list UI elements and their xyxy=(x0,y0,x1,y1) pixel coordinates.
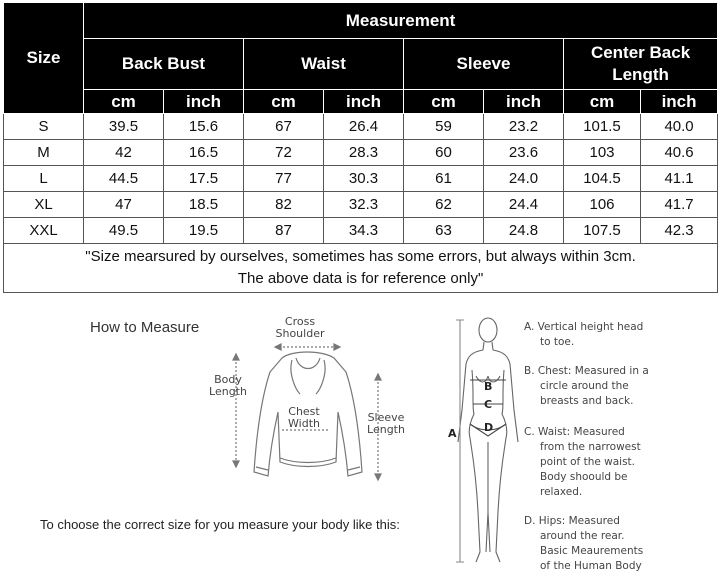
value-cell: 24.0 xyxy=(484,166,564,192)
reference-note-line: "Size mearsured by ourselves, sometimes has some errors, but always within 3cm. xyxy=(85,248,636,265)
value-cell: 40.0 xyxy=(641,114,718,140)
value-cell: 59 xyxy=(404,114,484,140)
value-cell: 107.5 xyxy=(564,218,641,244)
value-cell: 17.5 xyxy=(164,166,244,192)
measure-instruction: To choose the correct size for you measure your body like this: xyxy=(40,517,400,532)
unit-header: inch xyxy=(324,90,404,114)
note-hips xyxy=(524,514,714,574)
marker-c: C xyxy=(484,398,493,411)
value-cell: 49.5 xyxy=(84,218,164,244)
value-cell: 28.3 xyxy=(324,140,404,166)
value-cell: 63 xyxy=(404,218,484,244)
note-line: A. Vertical height head xyxy=(524,321,644,333)
sleeve-length-label-line: Sleeve xyxy=(367,411,405,424)
cross-shoulder-label-line: Cross xyxy=(284,315,316,328)
table-row xyxy=(4,114,718,140)
unit-header: cm xyxy=(244,90,324,114)
value-cell: 41.1 xyxy=(641,166,718,192)
note-line: breasts and back. xyxy=(540,395,634,407)
value-cell: 39.5 xyxy=(84,114,164,140)
note-waist xyxy=(524,425,714,500)
cross-shoulder-label xyxy=(272,316,328,340)
value-cell: 23.6 xyxy=(484,140,564,166)
value-cell: 60 xyxy=(404,140,484,166)
value-cell: 18.5 xyxy=(164,192,244,218)
value-cell: 61 xyxy=(404,166,484,192)
value-cell: 19.5 xyxy=(164,218,244,244)
value-cell: 40.6 xyxy=(641,140,718,166)
value-cell: 16.5 xyxy=(164,140,244,166)
value-cell: 101.5 xyxy=(564,114,641,140)
size-chart-table xyxy=(3,2,718,293)
chest-width-label-line: Chest xyxy=(288,405,320,418)
note-chest xyxy=(524,364,714,409)
group-header-back-bust: Back Bust xyxy=(84,39,244,90)
note-line: Basic Meaurements xyxy=(540,545,644,557)
body-length-label xyxy=(206,374,250,398)
group-header-sleeve: Sleeve xyxy=(404,39,564,90)
size-cell: M xyxy=(4,140,84,166)
unit-header: inch xyxy=(484,90,564,114)
note-line: C. Waist: Measured xyxy=(524,426,625,438)
value-cell: 32.3 xyxy=(324,192,404,218)
chest-width-label-line: Width xyxy=(288,417,320,430)
size-cell: XXL xyxy=(4,218,84,244)
value-cell: 103 xyxy=(564,140,641,166)
value-cell: 30.3 xyxy=(324,166,404,192)
value-cell: 67 xyxy=(244,114,324,140)
value-cell: 26.4 xyxy=(324,114,404,140)
note-line: point of the waist. xyxy=(540,456,636,468)
body-length-label-line: Body xyxy=(214,373,242,386)
note-line: B. Chest: Measured in a xyxy=(524,365,649,377)
reference-note xyxy=(4,244,718,293)
table-row xyxy=(4,140,718,166)
body-length-label-line: Length xyxy=(209,385,247,398)
value-cell: 87 xyxy=(244,218,324,244)
note-line: circle around the xyxy=(540,380,629,392)
marker-a: A xyxy=(448,427,457,440)
value-cell: 47 xyxy=(84,192,164,218)
group-header-waist: Waist xyxy=(244,39,404,90)
marker-d: D xyxy=(484,421,494,434)
value-cell: 72 xyxy=(244,140,324,166)
value-cell: 42.3 xyxy=(641,218,718,244)
human-body-icon xyxy=(446,312,526,574)
note-line: relaxed. xyxy=(540,486,583,498)
cross-shoulder-label-line: Shoulder xyxy=(275,327,325,340)
note-line: from the narrowest xyxy=(540,441,641,453)
value-cell: 42 xyxy=(84,140,164,166)
chest-width-label xyxy=(284,406,324,430)
table-row xyxy=(4,166,718,192)
sleeve-length-label-line: Length xyxy=(367,423,405,436)
how-to-measure-title: How to Measure xyxy=(90,319,200,336)
value-cell: 77 xyxy=(244,166,324,192)
size-cell: S xyxy=(4,114,84,140)
size-cell: XL xyxy=(4,192,84,218)
unit-header: inch xyxy=(164,90,244,114)
table-row xyxy=(4,218,718,244)
value-cell: 62 xyxy=(404,192,484,218)
group-header-center-back-length: Center Back Length xyxy=(564,39,718,90)
table-row xyxy=(4,192,718,218)
note-line: D. Hips: Measured xyxy=(524,515,620,527)
unit-header: cm xyxy=(564,90,641,114)
measurement-header: Measurement xyxy=(84,3,718,39)
body-figure-diagram xyxy=(446,312,526,574)
note-line: around the rear. xyxy=(540,530,625,542)
note-line: to toe. xyxy=(540,336,575,348)
note-line: of the Human Body xyxy=(540,560,642,572)
value-cell: 106 xyxy=(564,192,641,218)
unit-header: inch xyxy=(641,90,718,114)
sleeve-length-label xyxy=(362,412,410,436)
marker-b: B xyxy=(484,380,493,393)
unit-header: cm xyxy=(84,90,164,114)
unit-header: cm xyxy=(404,90,484,114)
value-cell: 24.4 xyxy=(484,192,564,218)
value-cell: 23.2 xyxy=(484,114,564,140)
size-header: Size xyxy=(4,3,84,114)
value-cell: 24.8 xyxy=(484,218,564,244)
value-cell: 82 xyxy=(244,192,324,218)
size-cell: L xyxy=(4,166,84,192)
value-cell: 15.6 xyxy=(164,114,244,140)
note-height xyxy=(524,320,714,350)
value-cell: 44.5 xyxy=(84,166,164,192)
value-cell: 41.7 xyxy=(641,192,718,218)
note-line: Body shoould be xyxy=(540,471,628,483)
value-cell: 104.5 xyxy=(564,166,641,192)
reference-note-line: The above data is for reference only" xyxy=(237,270,484,287)
value-cell: 34.3 xyxy=(324,218,404,244)
